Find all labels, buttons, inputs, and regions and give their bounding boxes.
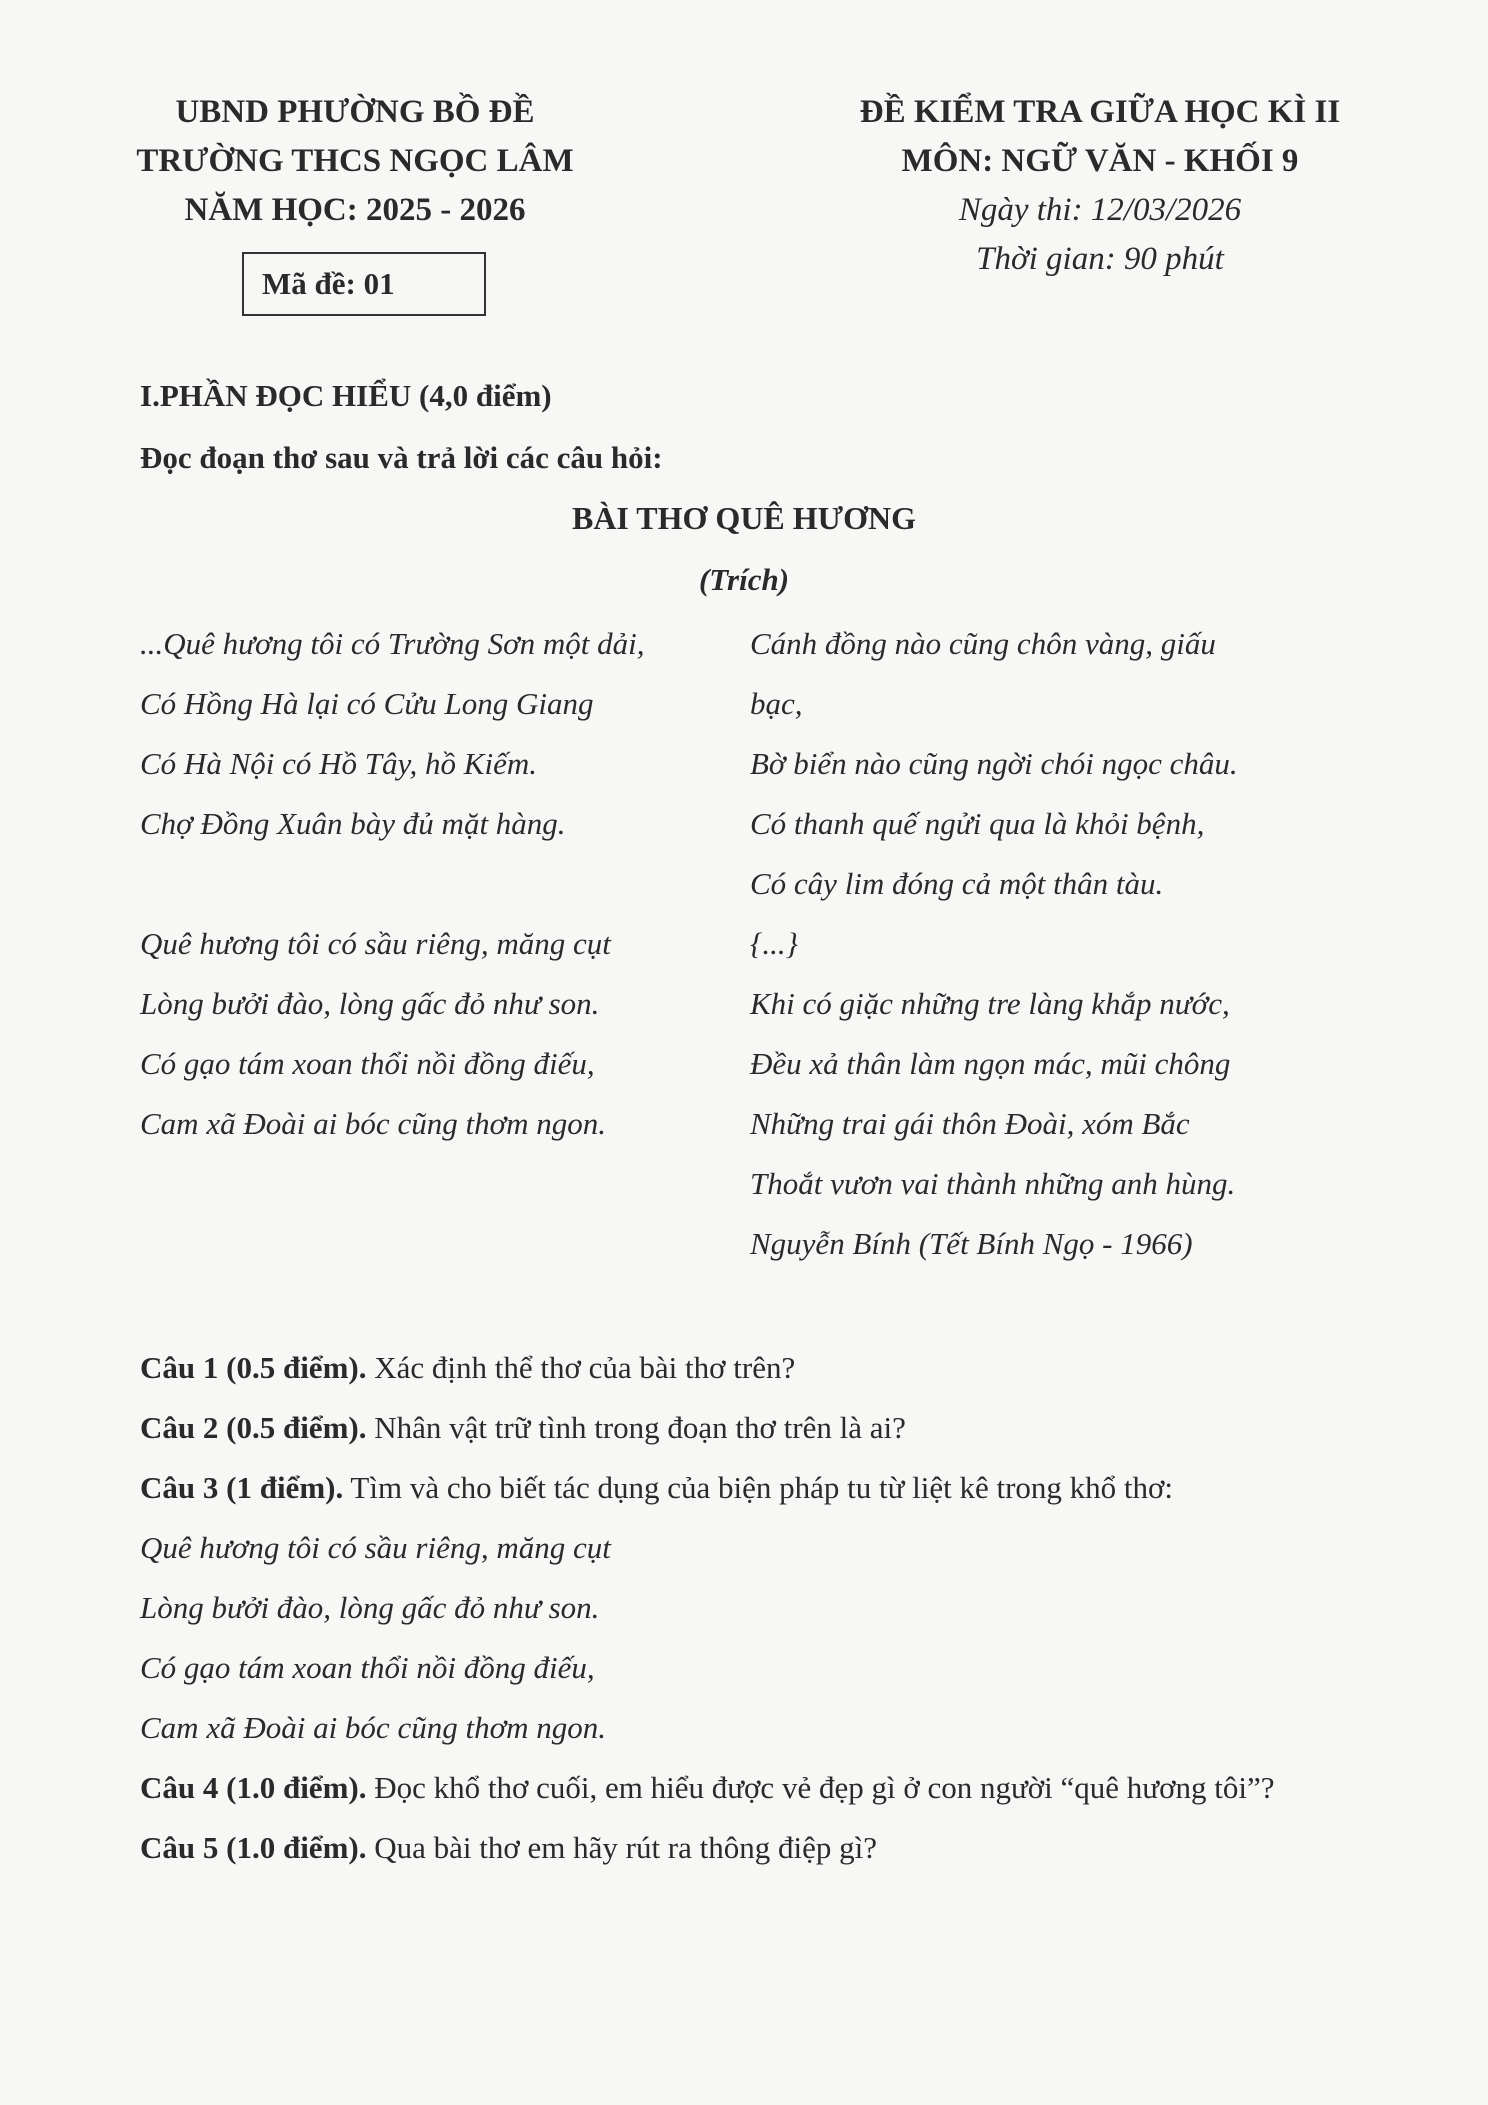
question-label: Câu 3 (1 điểm). [140, 1470, 344, 1505]
school-header [90, 88, 620, 235]
poem-author: Nguyễn Bính (Tết Bính Ngọ - 1966) [750, 1226, 1193, 1261]
poem-line: Có Hà Nội có Hồ Tây, hồ Kiếm. [140, 746, 537, 781]
question-label: Câu 5 (1.0 điểm). [140, 1830, 367, 1865]
question-label: Câu 2 (0.5 điểm). [140, 1410, 367, 1445]
poem-line: Có Hồng Hà lại có Cửu Long Giang [140, 686, 594, 721]
poem-line: Những trai gái thôn Đoài, xóm Bắc [750, 1106, 1190, 1141]
school-year: NĂM HỌC: 2025 - 2026 [184, 192, 526, 228]
exam-title: ĐỀ KIỂM TRA GIỮA HỌC KÌ II [859, 94, 1341, 130]
stanza-gap [140, 854, 645, 914]
poem-line: Thoắt vươn vai thành những anh hùng. [750, 1166, 1236, 1201]
question-3 [140, 1458, 1340, 1518]
quoted-line: Cam xã Đoài ai bóc cũng thơm ngon. [140, 1710, 606, 1745]
poem-line: Quê hương tôi có sầu riêng, măng cụt [140, 926, 611, 961]
question-text: Xác định thể thơ của bài thơ trên? [366, 1350, 796, 1385]
instruction: Đọc đoạn thơ sau và trả lời các câu hỏi: [140, 440, 663, 475]
school-name: TRƯỜNG THCS NGỌC LÂM [136, 143, 574, 179]
exam-duration: Thời gian: 90 phút [976, 241, 1224, 277]
poem-line: bạc, [750, 686, 803, 721]
question-2 [140, 1398, 1340, 1458]
quoted-line: Lòng bưởi đào, lòng gấc đỏ như son. [140, 1590, 600, 1625]
poem-line: Lòng bưởi đào, lòng gấc đỏ như son. [140, 986, 600, 1021]
exam-code-box: Mã đề: 01 [242, 252, 486, 316]
question-1 [140, 1338, 1340, 1398]
poem-line: Khi có giặc những tre làng khắp nước, [750, 986, 1230, 1021]
question-text: Tìm và cho biết tác dụng của biện pháp tu từ liệt kê trong khổ thơ: [343, 1470, 1174, 1505]
exam-date: Ngày thi: 12/03/2026 [958, 192, 1242, 228]
poem-line: Đều xả thân làm ngọn mác, mũi chông [750, 1046, 1231, 1081]
poem-line: Có thanh quế ngửi qua là khỏi bệnh, [750, 806, 1205, 841]
poem-left-column [140, 614, 645, 1154]
question-label: Câu 4 (1.0 điểm). [140, 1770, 367, 1805]
poem-title: BÀI THƠ QUÊ HƯƠNG [571, 500, 917, 536]
poem-line: Có gạo tám xoan thổi nồi đồng điếu, [140, 1046, 595, 1081]
poem-line: Cam xã Đoài ai bóc cũng thơm ngon. [140, 1106, 606, 1141]
poem-line: Có cây lim đóng cả một thân tàu. [750, 866, 1164, 901]
poem-line: Bờ biển nào cũng ngời chói ngọc châu. [750, 746, 1238, 781]
exam-header [790, 88, 1410, 284]
quoted-line: Có gạo tám xoan thổi nồi đồng điếu, [140, 1650, 595, 1685]
question-5 [140, 1818, 1340, 1878]
poem-right-column [750, 614, 1238, 1274]
poem-subtitle: (Trích) [698, 562, 790, 597]
section-title: I.PHẦN ĐỌC HIỂU (4,0 điểm) [140, 378, 552, 413]
question-text: Qua bài thơ em hãy rút ra thông điệp gì? [366, 1830, 877, 1865]
poem-line: {...} [750, 926, 799, 961]
exam-subject: MÔN: NGỮ VĂN - KHỐI 9 [901, 143, 1299, 179]
poem-line: Chợ Đồng Xuân bày đủ mặt hàng. [140, 806, 566, 841]
question-label: Câu 1 (0.5 điểm). [140, 1350, 367, 1385]
question-text: Đọc khổ thơ cuối, em hiểu được vẻ đẹp gì ở con người “quê hương tôi”? [366, 1770, 1275, 1805]
poem-line: Cánh đồng nào cũng chôn vàng, giấu [750, 626, 1216, 661]
question-4 [140, 1758, 1340, 1818]
quoted-line: Quê hương tôi có sầu riêng, măng cụt [140, 1530, 611, 1565]
question-text: Nhân vật trữ tình trong đoạn thơ trên là ai? [366, 1410, 906, 1445]
district-name: UBND PHƯỜNG BỒ ĐỀ [175, 94, 535, 130]
questions-section [140, 1338, 1340, 1878]
poem-line: ...Quê hương tôi có Trường Sơn một dải, [140, 626, 645, 661]
